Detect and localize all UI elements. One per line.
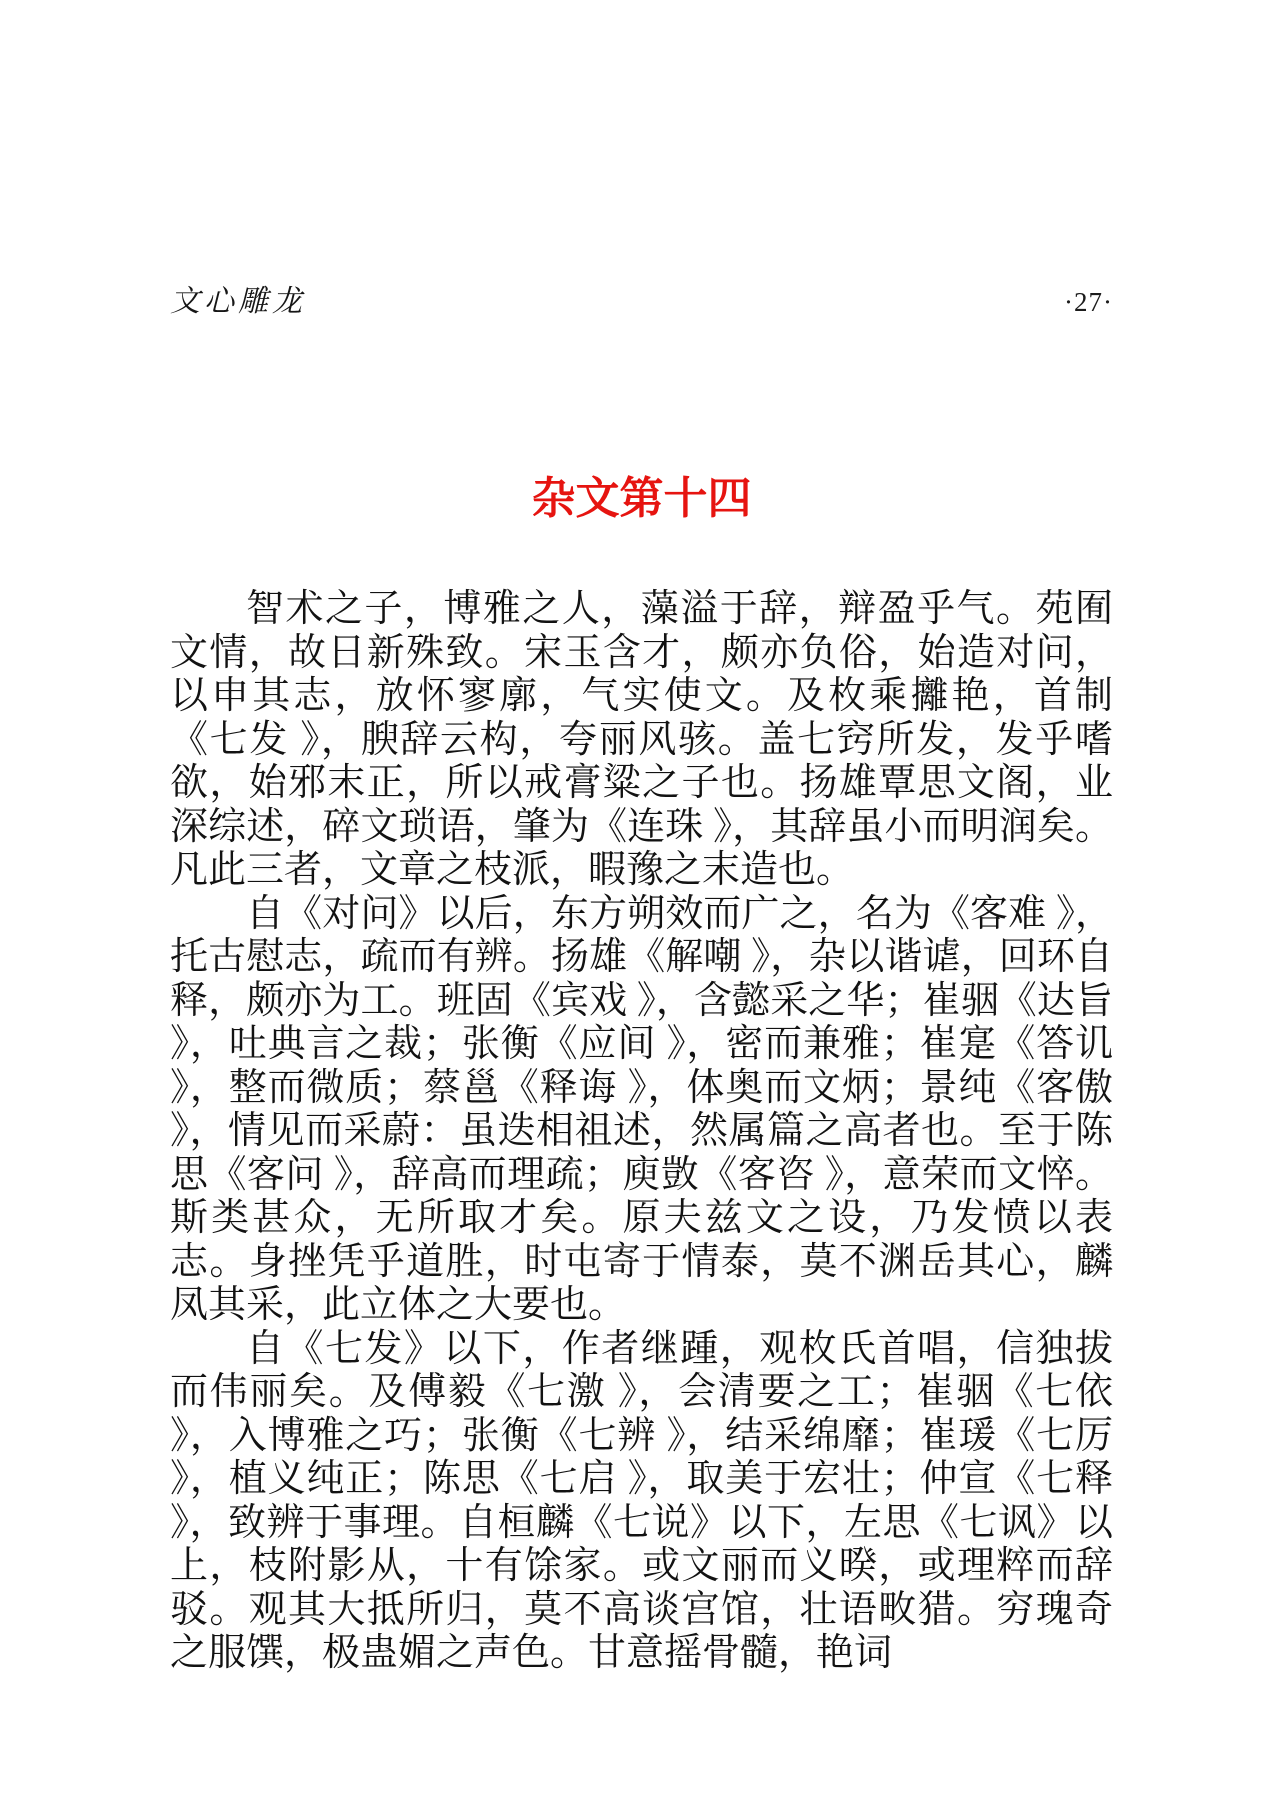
- page-number: ·27·: [1064, 287, 1113, 317]
- chapter-title: 杂文第十四: [531, 474, 752, 523]
- paragraph-1: 智术之子，博雅之人，藻溢于辞，辩盈乎气。苑囿文情，故日新殊致。宋玉含才，颇亦负俗，始造对问，以申其志，放怀寥廓，气实使文。及枚乘攡艳，首制《七发 》，腴辞云构，夸丽风骇。盖七窍所发，发乎嗜欲，始邪末正，所以戒膏粱之子也。扬雄覃思文阁，业深综述，碎文琐语，肇为《连珠 》，其辞虽小而明润矣。凡此三者，文章之枝派，暇豫之末造也。: [170, 588, 1113, 891]
- paragraph-2: 自《对问》以后，东方朔效而广之，名为《客难 》，托古慰志，疏而有辨。扬雄《解嘲 》，杂以谐谑，回环自释，颇亦为工。班固《宾戏 》，含懿采之华；崔骃《达旨 》，吐典言之裁；张衡《应间 》，密而兼雅；崔寔《答讥 》，整而微质；蔡邕《释诲 》，体奥而文炳；景纯《客傲 》，情见而采蔚：虽迭相祖述，然属篇之高者也。至于陈思《客问 》，辞高而理疏；庾敳《客咨 》，意荣而文悴。斯类甚众，无所取才矣。原夫兹文之设，乃发愤以表志。身挫凭乎道胜，时屯寄于情泰，莫不渊岳其心，麟凤其采，此立体之大要也。: [170, 892, 1113, 1326]
- chapter-body: [170, 588, 1113, 1676]
- book-title: 文心雕龙: [170, 285, 306, 318]
- paragraph-3: 自《七发》以下，作者继踵，观枚氏首唱，信独拔而伟丽矣。及傅毅《七激 》，会清要之工；崔骃《七依 》，入博雅之巧；张衡《七辨 》，结采绵靡；崔瑗《七厉 》，植义纯正；陈思《七启 》，取美于宏壮；仲宣《七释 》，致辨于事理。自桓麟《七说》以下，左思《七讽》以上，枝附影从，十有馀家。或文丽而义暌，或理粹而辞驳。观其大抵所归，莫不高谈宫馆，壮语畋猎。穷瑰奇之服馔，极蛊媚之声色。甘意摇骨髓，艳词: [170, 1327, 1113, 1674]
- running-header: [170, 276, 1113, 320]
